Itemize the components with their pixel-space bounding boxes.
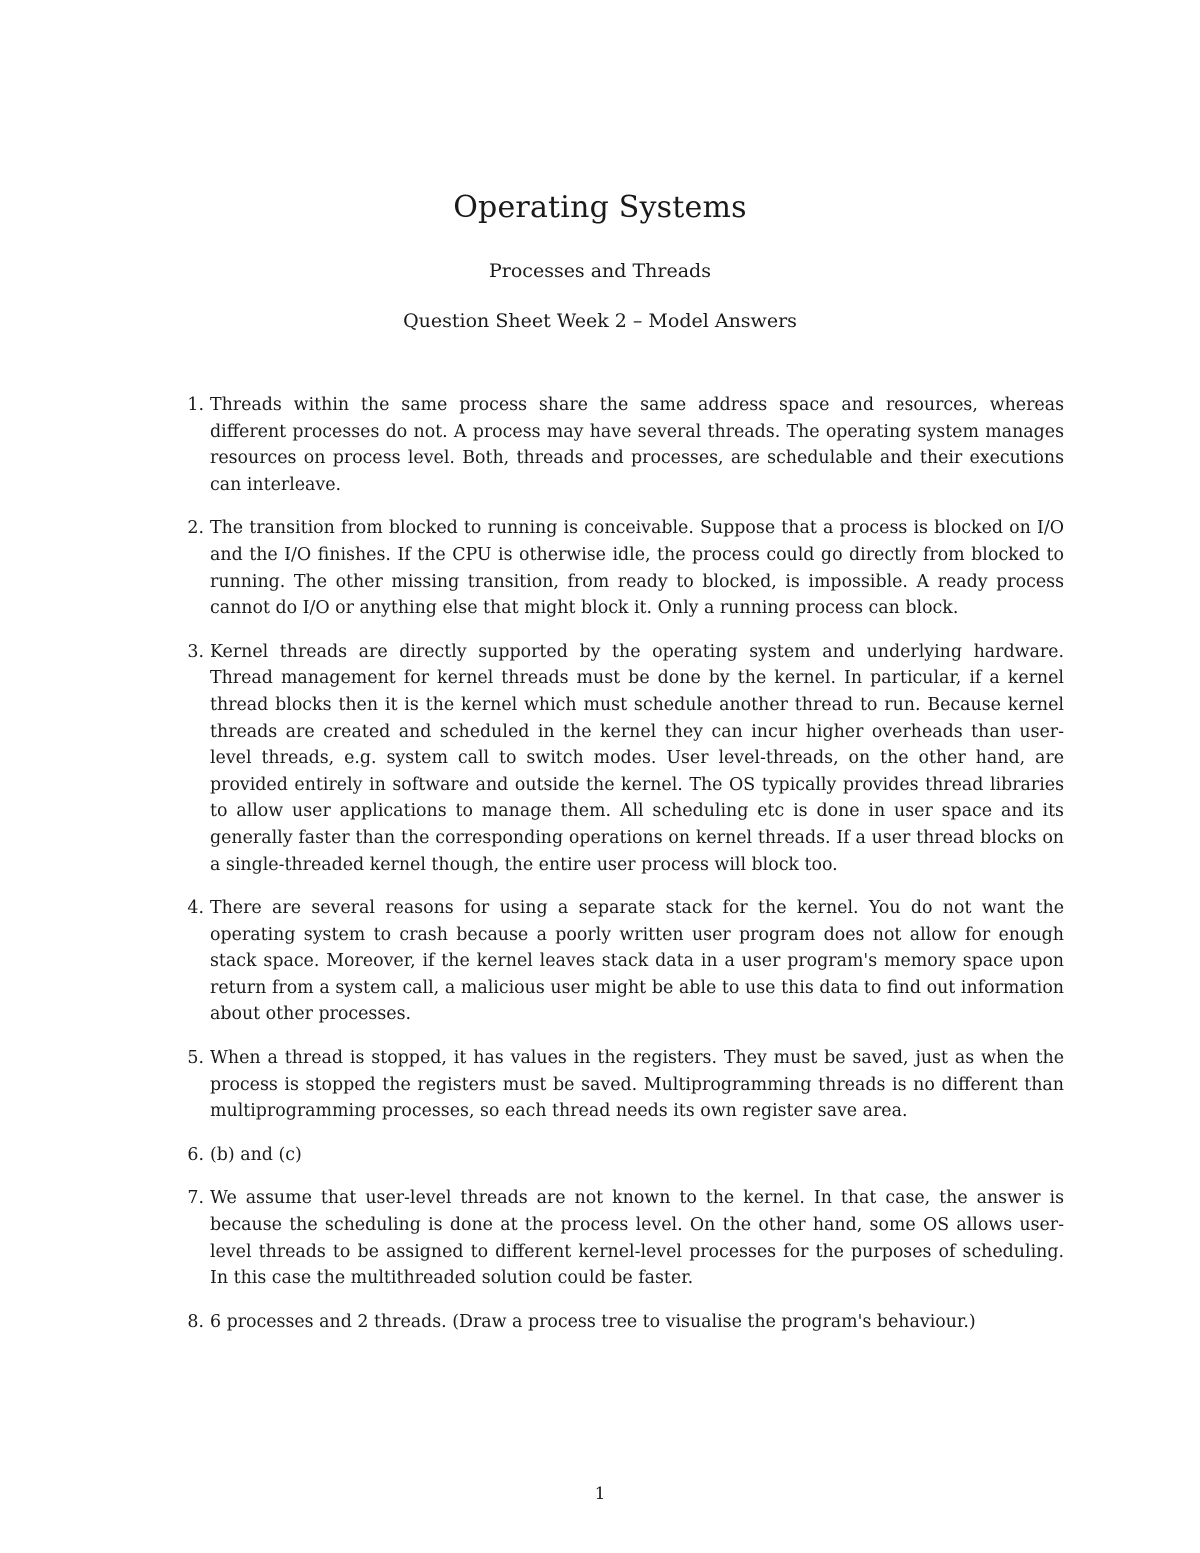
answer-item-1	[176, 392, 1064, 498]
answer-number: 8.	[187, 1311, 204, 1332]
answer-text: We assume that user-level threads are not known to the kernel. In that case, the answer is because the scheduling is done at the process level. On the other hand, some OS allows user-level threads to be assigned to different kernel-level processes for the purposes of scheduling. In this case the multithreaded solution could be faster.	[210, 1188, 1064, 1289]
page-number: 1	[594, 1484, 606, 1504]
answer-number: 3.	[187, 641, 204, 662]
answer-number: 2.	[187, 518, 204, 539]
answer-number: 6.	[187, 1144, 204, 1165]
answer-item-2	[176, 515, 1064, 621]
answer-list	[176, 392, 1064, 1352]
document-title: Operating Systems	[453, 190, 747, 225]
answer-number: 7.	[187, 1188, 204, 1209]
document-subtitle: Processes and Threads	[489, 260, 711, 282]
answer-text: There are several reasons for using a separate stack for the kernel. You do not want the operating system to crash because a poorly written user program does not allow for enough stack space. Moreover, if the kernel leaves stack data in a user program's memory space upon return from a system call, a malicious user might be able to use this data to find out information about other processes.	[210, 898, 1064, 1025]
answer-item-6	[176, 1142, 1064, 1169]
answer-text: Kernel threads are directly supported by the operating system and underlying hardware. Thread management for kernel threads must be done by the kernel. In particular, if a kernel thread blocks then it is the kernel which must schedule another thread to run. Because kernel threads are created and scheduled in the kernel they can incur higher overheads than user-level threads, e.g. system call to switch modes. User level-threads, on the other hand, are provided entirely in software and outside the kernel. The OS typically provides thread libraries to allow user applications to manage them. All scheduling etc is done in user space and its generally faster than the corresponding operations on kernel threads. If a user thread blocks on a single-threaded kernel though, the entire user process will block too.	[210, 641, 1064, 875]
answer-number: 1.	[187, 395, 204, 415]
answer-number: 5.	[187, 1048, 204, 1069]
answer-text: 6 processes and 2 threads. (Draw a process tree to visualise the program's behaviour.)	[210, 1311, 976, 1332]
answer-text: When a thread is stopped, it has values in the registers. They must be saved, just as when the process is stopped the registers must be saved. Multiprogramming threads is no different than multiprogramming processes, so each thread needs its own register save area.	[210, 1048, 1064, 1122]
answer-text: (b) and (c)	[210, 1144, 302, 1165]
question-sheet-label: Question Sheet Week 2 – Model Answers	[403, 310, 797, 332]
answer-item-4	[176, 895, 1064, 1028]
answer-text: Threads within the same process share the same address space and resources, whereas different processes do not. A process may have several threads. The operating system manages resources on process level. Both, threads and processes, are schedulable and their executions can interleave.	[210, 395, 1064, 495]
answer-item-7	[176, 1185, 1064, 1291]
answer-item-3	[176, 639, 1064, 878]
answer-text: The transition from blocked to running is conceivable. Suppose that a process is blocked on I/O and the I/O finishes. If the CPU is otherwise idle, the process could go directly from blocked to running. The other missing transition, from ready to blocked, is impossible. A ready process cannot do I/O or anything else that might block it. Only a running process can block.	[210, 518, 1064, 619]
answer-item-8	[176, 1309, 1064, 1336]
answer-number: 4.	[187, 898, 204, 919]
answer-item-5	[176, 1045, 1064, 1125]
